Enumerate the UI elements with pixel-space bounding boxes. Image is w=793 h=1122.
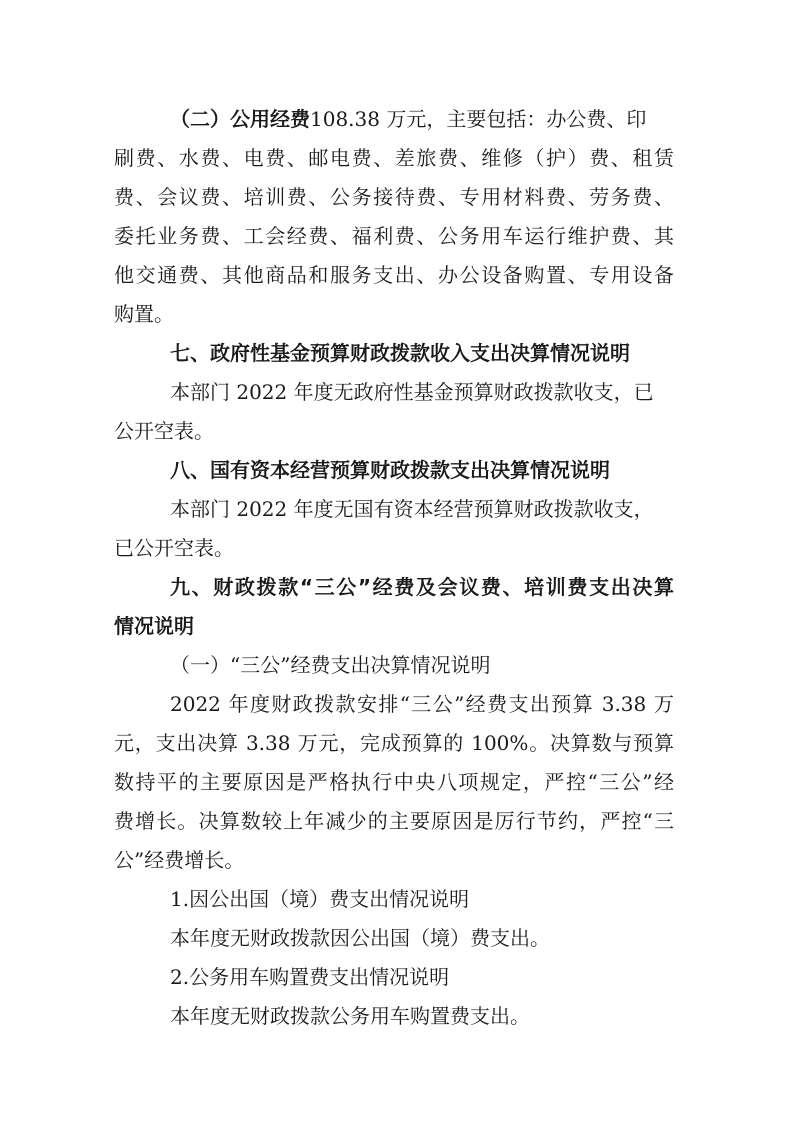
paragraph-line: 元，支出决算 3.38 万元，完成预算的 100%。决算数与预算 — [114, 731, 674, 755]
paragraph-line: 已公开空表。 — [114, 536, 234, 560]
paragraph-line: 委托业务费、工会经费、福利费、公务用车运行维护费、其 — [114, 224, 674, 248]
section-heading-9-continued: 情况说明 — [114, 614, 194, 638]
item-heading-2: 2.公务用车购置费支出情况说明 — [170, 965, 450, 989]
paragraph-line: 公”经费增长。 — [114, 848, 245, 872]
paragraph-line: 费增长。决算数较上年减少的主要原因是厉行节约，严控“三 — [114, 809, 674, 833]
paragraph-line: 他交通费、其他商品和服务支出、办公设备购置、专用设备 — [114, 263, 674, 287]
paragraph-line: 刷费、水费、电费、邮电费、差旅费、维修（护）费、租赁 — [114, 146, 674, 170]
public-funds-first-line — [170, 106, 646, 132]
subsection-heading: （一）“三公”经费支出决算情况说明 — [170, 653, 491, 677]
paragraph-line: 购置。 — [114, 302, 174, 326]
item-heading-1: 1.因公出国（境）费支出情况说明 — [170, 887, 470, 911]
section-heading-9: 九、财政拨款“三公”经费及会议费、培训费支出决算 — [170, 575, 674, 599]
item-text-2: 本年度无财政拨款公务用车购置费支出。 — [170, 1004, 530, 1028]
paragraph-line: 公开空表。 — [114, 419, 214, 443]
section-heading-7: 七、政府性基金预算财政拨款收入支出决算情况说明 — [170, 341, 630, 365]
paragraph-line: 数持平的主要原因是严格执行中央八项规定，严控“三公”经 — [114, 770, 674, 794]
paragraph-line: 本部门 2022 年度无国有资本经营预算财政拨款收支， — [170, 497, 654, 521]
paragraph-line: 本部门 2022 年度无政府性基金预算财政拨款收支，已 — [170, 380, 654, 404]
item-text-1: 本年度无财政拨款因公出国（境）费支出。 — [170, 926, 550, 950]
section-heading-8: 八、国有资本经营预算财政拨款支出决算情况说明 — [170, 458, 610, 482]
paragraph-line: 2022 年度财政拨款安排“三公”经费支出预算 3.38 万 — [170, 692, 674, 716]
public-funds-text: 108.38 万元，主要包括：办公费、印 — [310, 107, 647, 131]
public-funds-label: （二）公用经费 — [170, 107, 310, 131]
paragraph-line: 费、会议费、培训费、公务接待费、专用材料费、劳务费、 — [114, 185, 674, 209]
